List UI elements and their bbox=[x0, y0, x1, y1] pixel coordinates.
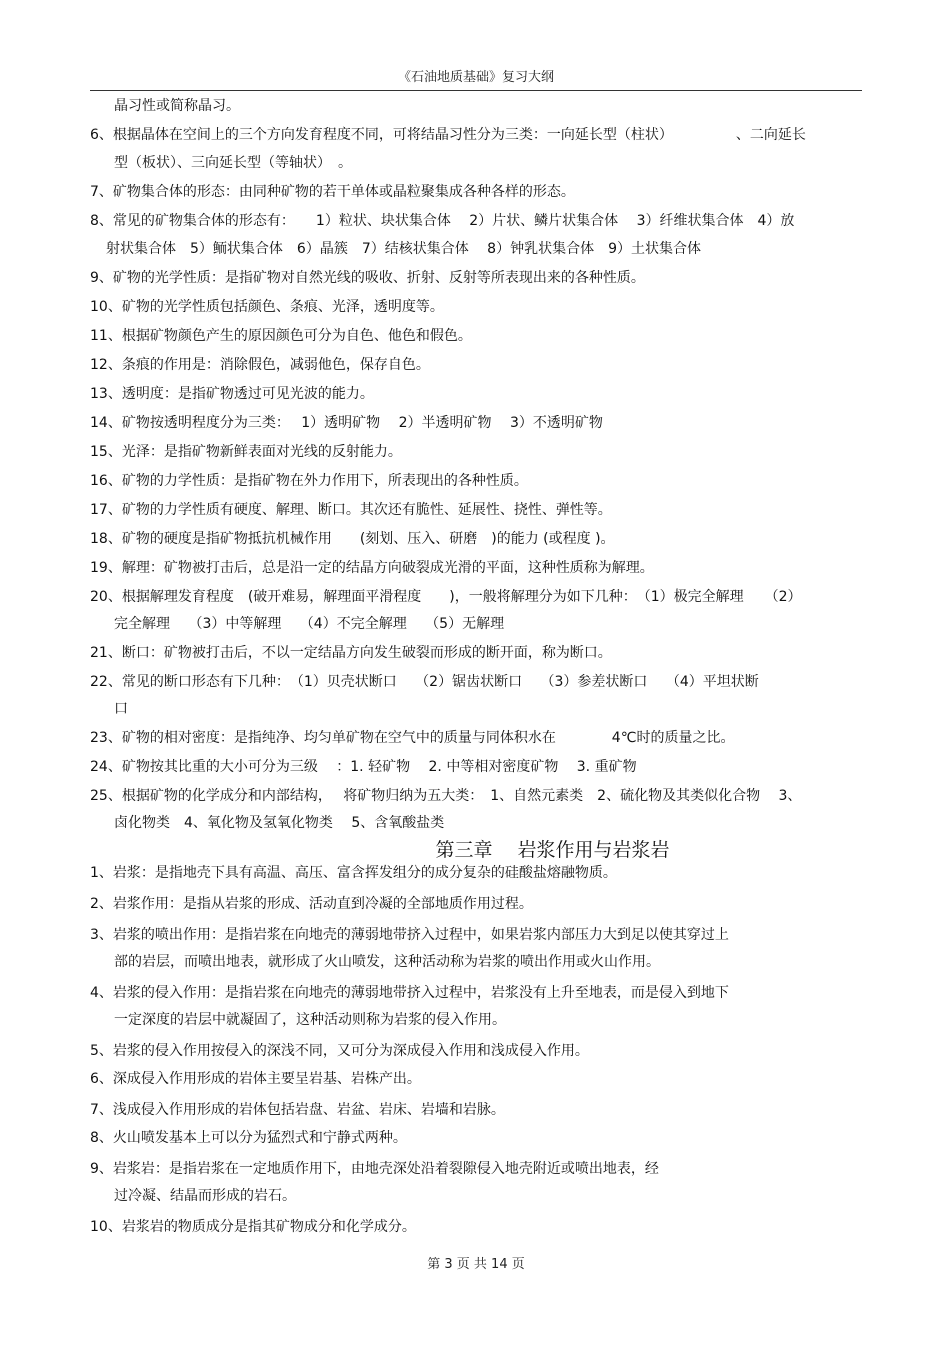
text-line: 20、根据解理发育程度 (破开难易，解理面平滑程度 )，一般将解理分为如下几种： （1）极完全解理 （2） bbox=[90, 589, 802, 605]
text-line: 23、矿物的相对密度：是指纯净、均匀单矿物在空气中的质量与同体积水在 4℃时的质量之比。 bbox=[90, 730, 735, 746]
text-line: 5、岩浆的侵入作用按侵入的深浅不同，又可分为深成侵入作用和浅成侵入作用。 bbox=[90, 1043, 589, 1059]
text-line: 型（板状）、三向延长型（等轴状） 。 bbox=[114, 155, 352, 171]
page-header: 《石油地质基础》复习大纲 bbox=[397, 70, 554, 85]
text-line: 6、根据晶体在空间上的三个方向发育程度不同，可将结晶习性分为三类：一向延长型（柱状） 、二向延长 bbox=[90, 127, 806, 143]
chapter-title: 第三章 岩浆作用与岩浆岩 bbox=[435, 839, 670, 861]
page-footer: 第 3 页 共 14 页 bbox=[427, 1257, 525, 1272]
text-line: 7、矿物集合体的形态：由同种矿物的若干单体或晶粒聚集成各种各样的形态。 bbox=[90, 184, 575, 200]
text-line: 11、根据矿物颜色产生的原因颜色可分为自色、他色和假色。 bbox=[90, 328, 472, 344]
text-line: 3、岩浆的喷出作用：是指岩浆在向地壳的薄弱地带挤入过程中，如果岩浆内部压力大到足以使其穿过上 bbox=[90, 927, 729, 943]
text-line: 22、常见的断口形态有下几种： （1）贝壳状断口 （2）锯齿状断口 （3）参差状断口 （4）平坦状断 bbox=[90, 674, 759, 690]
text-line: 完全解理 （3）中等解理 （4）不完全解理 （5）无解理 bbox=[114, 616, 505, 632]
text-line: 24、矿物按其比重的大小可分为三级 ：1. 轻矿物 2. 中等相对密度矿物 3. 重矿物 bbox=[90, 759, 637, 775]
text-line: 10、岩浆岩的物质成分是指其矿物成分和化学成分。 bbox=[90, 1219, 416, 1235]
text-line: 19、解理：矿物被打击后，总是沿一定的结晶方向破裂成光滑的平面，这种性质称为解理。 bbox=[90, 560, 654, 576]
text-line: 12、条痕的作用是：消除假色，减弱他色，保存自色。 bbox=[90, 357, 430, 373]
header-rule bbox=[90, 90, 862, 91]
text-line: 卤化物类 4、氧化物及氢氧化物类 5、含氧酸盐类 bbox=[114, 815, 445, 831]
text-line: 4、岩浆的侵入作用：是指岩浆在向地壳的薄弱地带挤入过程中，岩浆没有上升至地表，而是侵入到地下 bbox=[90, 985, 729, 1001]
text-line: 21、断口：矿物被打击后，不以一定结晶方向发生破裂而形成的断开面，称为断口。 bbox=[90, 645, 612, 661]
text-line: 8、常见的矿物集合体的形态有： 1）粒状、块状集合体 2）片状、鳞片状集合体 3）纤维状集合体 4）放 bbox=[90, 213, 795, 229]
text-line: 口 bbox=[114, 701, 128, 717]
text-line: 15、光泽：是指矿物新鲜表面对光线的反射能力。 bbox=[90, 444, 402, 460]
text-line: 7、浅成侵入作用形成的岩体包括岩盘、岩盆、岩床、岩墙和岩脉。 bbox=[90, 1102, 505, 1118]
text-line: 25、根据矿物的化学成分和内部结构， 将矿物归纳为五大类： 1、自然元素类 2、硫化物及其类似化合物 3、 bbox=[90, 788, 802, 804]
text-line: 8、火山喷发基本上可以分为猛烈式和宁静式两种。 bbox=[90, 1130, 407, 1146]
text-line: 9、岩浆岩：是指岩浆在一定地质作用下，由地壳深处沿着裂隙侵入地壳附近或喷出地表，经 bbox=[90, 1161, 659, 1177]
text-line: 9、矿物的光学性质：是指矿物对自然光线的吸收、折射、反射等所表现出来的各种性质。 bbox=[90, 270, 645, 286]
text-line: 13、透明度：是指矿物透过可见光波的能力。 bbox=[90, 386, 374, 402]
text-line: 晶习性或简称晶习。 bbox=[114, 98, 240, 114]
text-line: 14、矿物按透明程度分为三类： 1）透明矿物 2）半透明矿物 3）不透明矿物 bbox=[90, 415, 603, 431]
text-line: 射状集合体 5）鲕状集合体 6）晶簇 7）结核状集合体 8）钟乳状集合体 9）土状集合体 bbox=[106, 241, 701, 257]
text-line: 2、岩浆作用：是指从岩浆的形成、活动直到冷凝的全部地质作用过程。 bbox=[90, 896, 533, 912]
text-line: 18、矿物的硬度是指矿物抵抗机械作用 (刻划、压入、研磨 )的能力 (或程度 )。 bbox=[90, 531, 615, 547]
text-line: 16、矿物的力学性质：是指矿物在外力作用下，所表现出的各种性质。 bbox=[90, 473, 528, 489]
text-line: 部的岩层，而喷出地表，就形成了火山喷发，这种活动称为岩浆的喷出作用或火山作用。 bbox=[114, 954, 660, 970]
text-line: 1、岩浆：是指地壳下具有高温、高压、富含挥发组分的成分复杂的硅酸盐熔融物质。 bbox=[90, 865, 617, 881]
document-body bbox=[90, 96, 865, 1237]
text-line: 17、矿物的力学性质有硬度、解理、断口。其次还有脆性、延展性、挠性、弹性等。 bbox=[90, 502, 612, 518]
text-line: 10、矿物的光学性质包括颜色、条痕、光泽，透明度等。 bbox=[90, 299, 444, 315]
text-line: 6、深成侵入作用形成的岩体主要呈岩基、岩株产出。 bbox=[90, 1071, 421, 1087]
text-line: 过冷凝、结晶而形成的岩石。 bbox=[114, 1188, 296, 1204]
text-line: 一定深度的岩层中就凝固了，这种活动则称为岩浆的侵入作用。 bbox=[114, 1012, 506, 1028]
